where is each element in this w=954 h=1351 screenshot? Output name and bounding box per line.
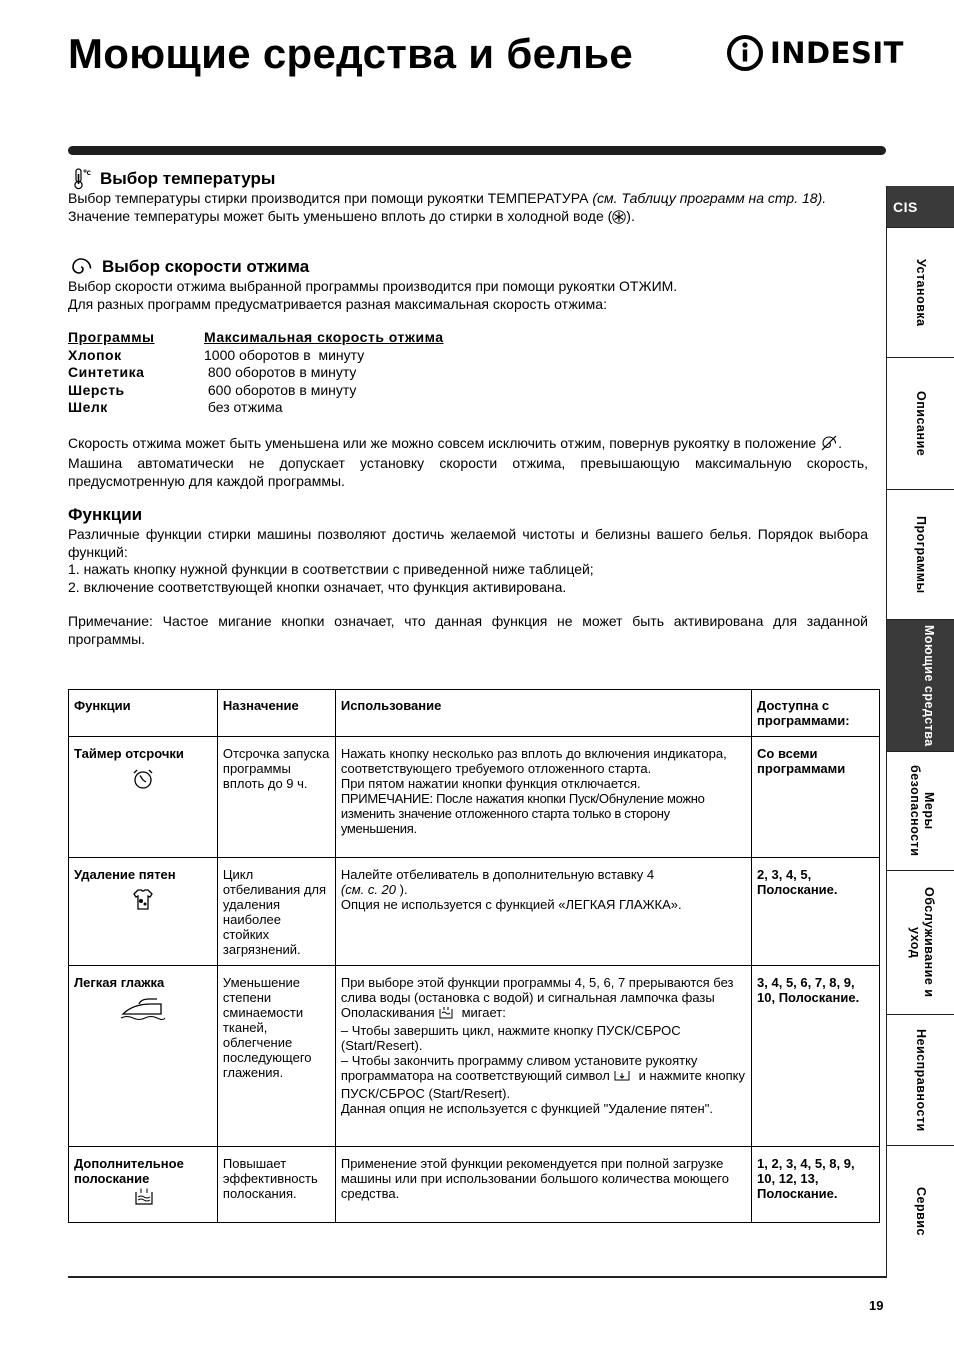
usage-text bbox=[341, 1053, 746, 1086]
usage-text-part: мигает: bbox=[461, 1005, 506, 1020]
available-cell: 1, 2, 3, 4, 5, 8, 9, 10, 12, 13, Полоскание. bbox=[752, 1147, 880, 1223]
spin-reduce-text-end: . bbox=[838, 434, 842, 451]
tab-label: Сервис bbox=[914, 1187, 928, 1236]
max-speed: 1000 оборотов в минуту bbox=[204, 346, 365, 363]
program-name: Хлопок bbox=[68, 346, 122, 363]
tab-label: Программы bbox=[914, 515, 928, 594]
functions-intro: Различные функции стирки машины позволяют достичь желаемой чистоты и белизны вашего белья. Порядок выбора функций: bbox=[68, 526, 868, 560]
tab-label: Установка bbox=[914, 258, 928, 327]
spin-speed-header bbox=[68, 329, 868, 347]
usage-text: При пятом нажатии кнопки функция отключается. bbox=[340, 776, 641, 791]
tab-description[interactable] bbox=[887, 358, 954, 490]
snowflake-icon bbox=[612, 210, 626, 229]
thermometer-icon bbox=[68, 168, 92, 190]
usage-text: Данная опция не используется с функцией "Удаление пятен". bbox=[340, 1101, 713, 1116]
spin-heading bbox=[68, 256, 868, 278]
column-header-usage: Использование bbox=[335, 690, 751, 737]
usage-text-part: и нажмите кнопку bbox=[638, 1068, 745, 1083]
tab-label: Моющие средства bbox=[922, 624, 936, 747]
purpose-cell: Повышает эффективность полоскания. bbox=[217, 1147, 335, 1223]
max-speed: 600 оборотов в минуту bbox=[204, 381, 357, 398]
tab-label: Неисправности bbox=[914, 1028, 928, 1132]
purpose-cell: Отсрочка запуска программы вплоть до 9 ч. bbox=[217, 737, 335, 858]
table-row bbox=[69, 737, 880, 858]
function-name: Удаление пятен bbox=[74, 867, 176, 882]
table-row bbox=[69, 858, 880, 966]
program-name: Шелк bbox=[68, 399, 108, 415]
tab-cis[interactable] bbox=[887, 186, 954, 228]
program-table-reference: (см. Таблицу программ на стр. 18). bbox=[592, 190, 827, 206]
temperature-paragraph-2 bbox=[68, 208, 868, 229]
spin-speed-row bbox=[68, 364, 868, 382]
spin-paragraph-4: Машина автоматически не допускает установку скорости отжима, превышающую максимальную скорость, предусмотренную для каждой программы. bbox=[68, 455, 868, 489]
available-cell: 3, 4, 5, 6, 7, 8, 9, 10, Полоскание. bbox=[752, 966, 880, 1147]
spin-paragraph-3 bbox=[68, 435, 868, 456]
rinse-icon bbox=[438, 1006, 454, 1023]
main-content bbox=[68, 168, 868, 648]
available-cell: 2, 3, 4, 5, Полоскание. bbox=[752, 858, 880, 966]
function-name: Легкая глажка bbox=[74, 975, 165, 990]
column-header-function: Функции bbox=[69, 690, 218, 737]
function-cell bbox=[69, 858, 218, 966]
max-speed: 800 оборотов в минуту bbox=[204, 364, 357, 380]
usage-text: ПУСК/СБРОС (Start/Resert). bbox=[340, 1086, 511, 1101]
functions-step-2: 2. включение соответствующей кнопки означает, что функция активирована. bbox=[68, 578, 567, 595]
tab-maintenance[interactable] bbox=[887, 871, 954, 1015]
drain-icon bbox=[613, 1069, 631, 1086]
page-title: Моющие средства и белье bbox=[68, 30, 634, 77]
usage-text-part: При выборе этой функции программы 4, 5, 6, 7 прерываются без слива воды (остановка с водой) и сигнальная лампочка фазы Ополаскивания bbox=[340, 975, 734, 1020]
function-cell bbox=[69, 966, 218, 1147]
usage-text: – Чтобы завершить цикл, нажмите кнопку ПУСК/СБРОС (Start/Resert). bbox=[340, 1023, 681, 1053]
spin-paragraph-1: Выбор скорости отжима выбранной программы производится при помощи рукоятки ОТЖИМ. bbox=[68, 278, 678, 294]
column-header-available: Доступна с программами: bbox=[752, 690, 880, 737]
usage-cell: Применение этой функции рекомендуется при полной загрузке машины или при использовании большого количества моющего средства. bbox=[335, 1147, 751, 1223]
usage-text bbox=[341, 867, 746, 882]
spin-reduce-text: Скорость отжима может быть уменьшена или же можно совсем исключить отжим, повернув рукоятку в положение bbox=[68, 434, 817, 451]
table-row bbox=[69, 966, 880, 1147]
tab-label: CIS bbox=[893, 198, 918, 215]
usage-note: ПРИМЕЧАНИЕ: После нажатия кнопки Пуск/Обнуление можно изменить значение отложенного старта только в сторону уменьшения. bbox=[340, 791, 705, 836]
functions-note: Примечание: Частое мигание кнопки означает, что данная функция не может быть активирована для заданной программы. bbox=[68, 613, 868, 647]
program-name: Синтетика bbox=[68, 364, 145, 380]
usage-text bbox=[341, 975, 746, 1023]
brand-logo bbox=[726, 34, 904, 72]
spin-paragraph-2: Для разных программ предусматривается разная максимальная скорость отжима: bbox=[68, 295, 607, 312]
page-number: 19 bbox=[869, 1298, 884, 1313]
tab-label: Описание bbox=[914, 390, 928, 457]
usage-text-part: Налейте отбеливатель в дополнительную вставку 4 bbox=[340, 867, 655, 882]
table-header-row bbox=[69, 690, 880, 737]
spin-icon bbox=[68, 256, 94, 278]
speed-column-header: Максимальная скорость отжима bbox=[204, 329, 444, 345]
spin-speed-row bbox=[68, 382, 868, 400]
function-cell bbox=[69, 737, 218, 858]
spin-heading-text: Выбор скорости отжима bbox=[102, 257, 310, 276]
tab-label: Обслуживание и уход bbox=[908, 887, 936, 998]
spin-speed-table bbox=[68, 329, 868, 417]
program-column-header: Программы bbox=[68, 329, 155, 345]
cold-wash-text: Значение температуры может быть уменьшено вплоть до стирки в холодной воде ( bbox=[68, 207, 613, 224]
cold-wash-text-end: ). bbox=[626, 207, 635, 224]
tab-service[interactable] bbox=[887, 1146, 954, 1277]
brand-name: INDESIT bbox=[770, 36, 904, 70]
table-row bbox=[69, 1147, 880, 1223]
tab-detergents[interactable] bbox=[887, 620, 954, 752]
temperature-heading bbox=[68, 168, 868, 190]
max-speed: без отжима bbox=[204, 399, 283, 415]
usage-text-part: – Чтобы закончить программу сливом установите рукоятку программатора на соответствующий символ bbox=[340, 1053, 698, 1083]
header-divider bbox=[68, 146, 886, 155]
program-name: Шерсть bbox=[68, 381, 125, 398]
temperature-text: Выбор температуры стирки производится при помощи рукоятки ТЕМПЕРАТУРА bbox=[68, 190, 589, 206]
page-reference-end: ). bbox=[399, 882, 408, 897]
purpose-cell: Цикл отбеливания для удаления наиболее стойких загрязнений. bbox=[217, 858, 335, 966]
temperature-heading-text: Выбор температуры bbox=[100, 169, 276, 188]
stain-removal-icon bbox=[130, 888, 156, 912]
function-name: Таймер отсрочки bbox=[74, 746, 184, 761]
footer-divider bbox=[68, 1276, 886, 1278]
tab-installation[interactable] bbox=[887, 228, 954, 358]
usage-text: Нажать кнопку несколько раз вплоть до включения индикатора, соответствующего требуемого отложенного старта. bbox=[340, 746, 727, 776]
tab-label: Меры безопасности bbox=[908, 765, 936, 857]
usage-reference bbox=[341, 882, 746, 897]
functions-step-1: 1. нажать кнопку нужной функции в соответствии с приведенной ниже таблицей; bbox=[68, 561, 594, 577]
usage-cell bbox=[335, 858, 751, 966]
purpose-cell: Уменьшение степени сминаемости тканей, облегчение последующего глажения. bbox=[217, 966, 335, 1147]
delay-timer-icon bbox=[130, 767, 156, 791]
usage-cell bbox=[335, 737, 751, 858]
functions-table bbox=[68, 689, 880, 1223]
section-sidebar bbox=[886, 186, 954, 1278]
easy-iron-icon bbox=[119, 996, 167, 1022]
available-cell: Со всеми программами bbox=[752, 737, 880, 858]
svg-text:C: C bbox=[86, 170, 91, 177]
no-spin-icon bbox=[820, 435, 838, 456]
tab-programs[interactable] bbox=[887, 490, 954, 620]
column-header-purpose: Назначение bbox=[217, 690, 335, 737]
function-name: Дополнительное полоскание bbox=[74, 1156, 184, 1186]
spin-speed-row bbox=[68, 399, 868, 417]
tab-safety[interactable] bbox=[887, 752, 954, 871]
page-reference: (см. с. 20 bbox=[340, 882, 397, 897]
functions-heading: Функции bbox=[68, 505, 143, 524]
indesit-logo-icon bbox=[726, 34, 764, 72]
usage-text: Опция не используется с функцией «ЛЕГКАЯ ГЛАЖКА». bbox=[340, 897, 682, 912]
usage-cell bbox=[335, 966, 751, 1147]
tab-troubleshooting[interactable] bbox=[887, 1015, 954, 1146]
spin-speed-row bbox=[68, 347, 868, 365]
temperature-paragraph-1 bbox=[68, 190, 868, 208]
extra-rinse-icon bbox=[134, 1188, 154, 1206]
function-cell bbox=[69, 1147, 218, 1223]
